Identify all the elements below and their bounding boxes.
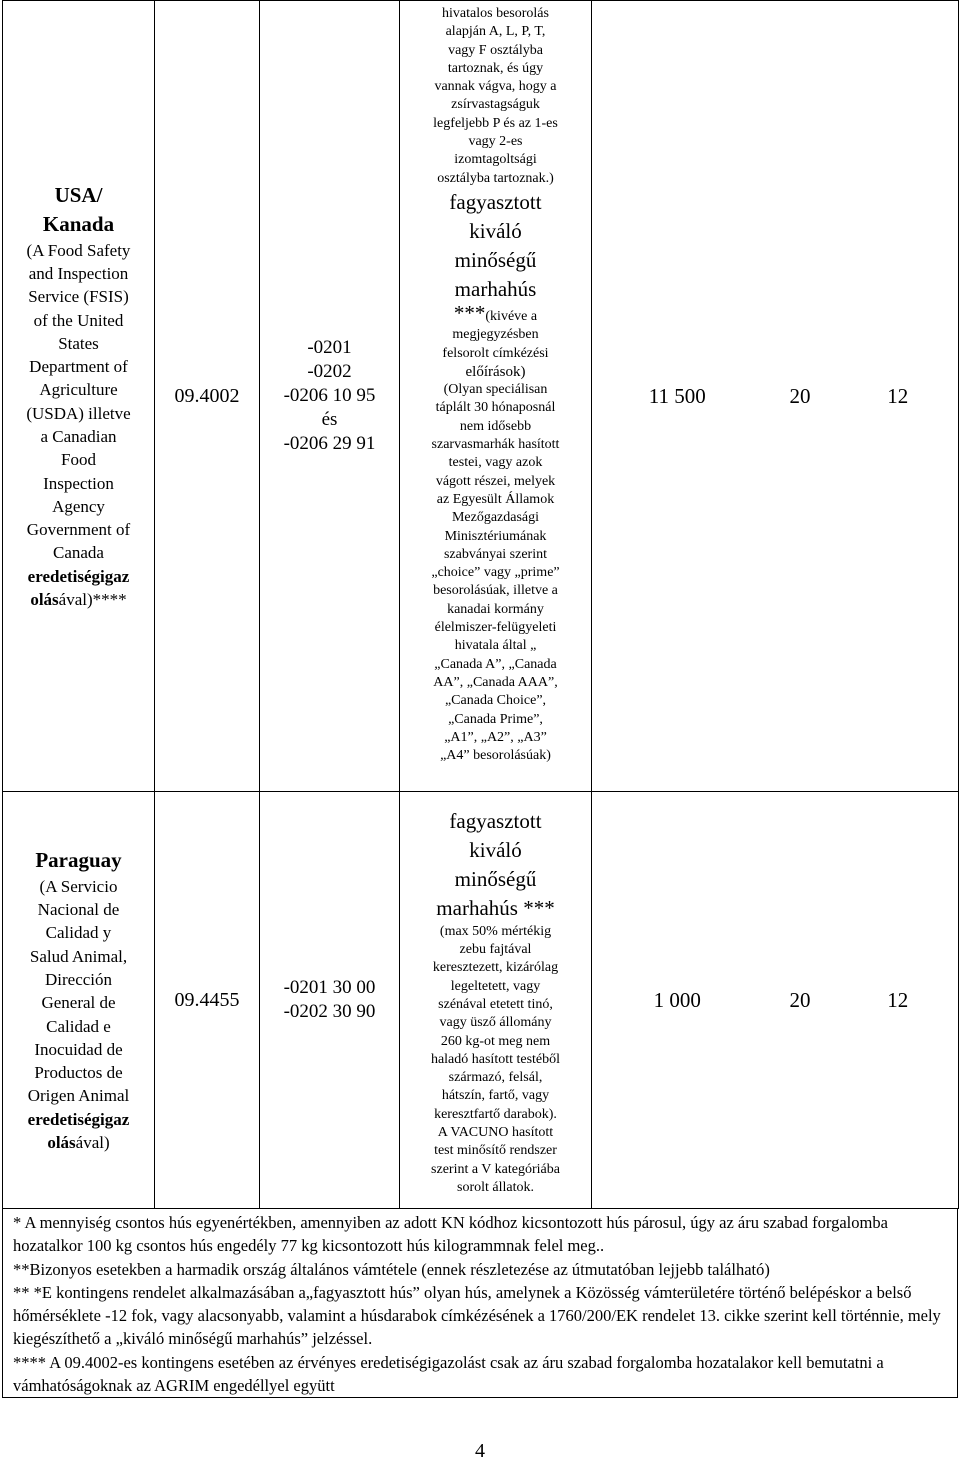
kn-code-cell: -0201 -0202 -0206 10 95 és -0206 29 91 xyxy=(260,1,400,792)
footnote-3: ** *E kontingens rendelet alkalmazásában a„fagyasztott hús” olyan hús, amelynek a Közösség vámterületére történő belépéskor a belső hőmérséklete -12 fok, vagy alacsonyabb, valamint a húsdarabok címkézésének a 1760/200/EK rendelet 13. cikke szerint kell történnie, mely kiegészíthető a „kiváló minőségű marhahús” jelzéssel. xyxy=(13,1282,941,1349)
order-number-cell xyxy=(155,792,260,1209)
quota-values-cell xyxy=(592,792,959,1209)
order-number: 09.4002 xyxy=(174,384,240,407)
country-cell xyxy=(3,792,155,1209)
quota-col3: 12 xyxy=(887,383,909,408)
country-cell xyxy=(3,1,155,792)
quota-quantity: 1 000 xyxy=(653,987,701,1012)
quota-duty: 20 xyxy=(789,987,811,1012)
footnotes xyxy=(2,1208,958,1398)
country-name: Paraguay xyxy=(35,847,122,872)
certifying-authority: (A Servicio Nacional de Calidad y Salud Animal, Dirección General de Calidad e Inocuidad de Productos de Origen Animal eredetiségigaz olásával) xyxy=(6,875,151,1155)
footnote-1: * A mennyiség csontos hús egyenértékben, amennyiben az adott KN kódhoz kicsontozott hús párosul, úgy az áru szabad forgalomba hozatalkor 100 kg csontos hús engedély 77 kg kicsontozott hús kilogrammnak felel meg.. xyxy=(13,1213,888,1256)
table-row-paraguay xyxy=(3,792,959,1209)
quota-values-cell xyxy=(592,1,959,792)
product-title: fagyasztott kiváló minőségű marhahús xyxy=(449,189,542,301)
order-number: 09.4455 xyxy=(174,988,240,1011)
product-description-cell xyxy=(400,1,592,792)
product-specification: (Olyan speciálisan táplált 30 hónaposnál nem idősebb szarvasmarhák hasított testei, vagy azok vágott részei, melyek az Egyesült Államok Mezőgazdasági Minisztériumának szabványai szerint „choice” vagy „prime” besorolásúak, illetve a kanadai kormány élelmiszer-felügyeleti hivatala által „ „Canada A”, „Canada AA”, „Canada AAA”, „Canada Choice”, „Canada Prime”, „A1”, „A2”, „A3” „A4” besorolásúak) xyxy=(431,382,560,764)
description-continued: hivatalos besorolás alapján A, L, P, T, vagy F osztályba tartoznak, és úgy vannak vágva, hogy a zsírvastagságuk legfeljebb P és az 1-es vagy 2-es izomtagoltsági osztályba tartoznak.) xyxy=(433,6,558,186)
tariff-quota-table xyxy=(2,0,959,1209)
footnote-4: **** A 09.4002-es kontingens esetében az érvényes eredetiségigazolást csak az áru szabad forgalomba hozatalakor kell bemutatni a vámhatóságoknak az AGRIM engedéllyel együtt xyxy=(13,1352,884,1396)
product-description-cell xyxy=(400,792,592,1209)
quota-col3: 12 xyxy=(887,987,909,1012)
quota-duty: 20 xyxy=(789,383,811,408)
country-name: USA/ Kanada xyxy=(42,182,115,236)
certificate-label: eredetiségigaz xyxy=(27,1109,130,1129)
order-number-cell xyxy=(155,1,260,792)
certifying-authority: (A Food Safety and Inspection Service (FSIS) of the United States Department of Agriculture (USDA) illetve a Canadian Food Inspection Agency Government of Canada eredetiségigaz olásával)**** xyxy=(6,239,151,612)
certificate-label: eredetiségigaz xyxy=(27,566,130,586)
labelling-exception: ***(kivéve a megjegyzésben felsorolt címkézési előírások) xyxy=(442,300,549,380)
product-title: fagyasztott kiváló minőségű marhahús *** xyxy=(436,808,555,920)
kn-code-cell: -0201 30 00 -0202 30 90 xyxy=(260,792,400,1209)
quota-quantity: 11 500 xyxy=(648,383,706,408)
page-number: 4 xyxy=(475,1440,485,1462)
table-row-usa-canada xyxy=(3,1,959,792)
product-specification: (max 50% mértékig zebu fajtával keresztezett, kizárólag legeltetett, vagy szénával etetett tinó, vagy üsző állomány 260 kg-ot meg nem haladó hasított testéből származó, felsál, hátszín, fartő, vagy keresztfartő darabok). A VACUNO hasított test minősítő rendszer szerint a V kategóriába sorolt állatok. xyxy=(430,923,561,1195)
footnote-2: **Bizonyos esetekben a harmadik ország általános vámtétele (ennek részletezése az útmutatóban lejjebb található) xyxy=(13,1259,770,1279)
